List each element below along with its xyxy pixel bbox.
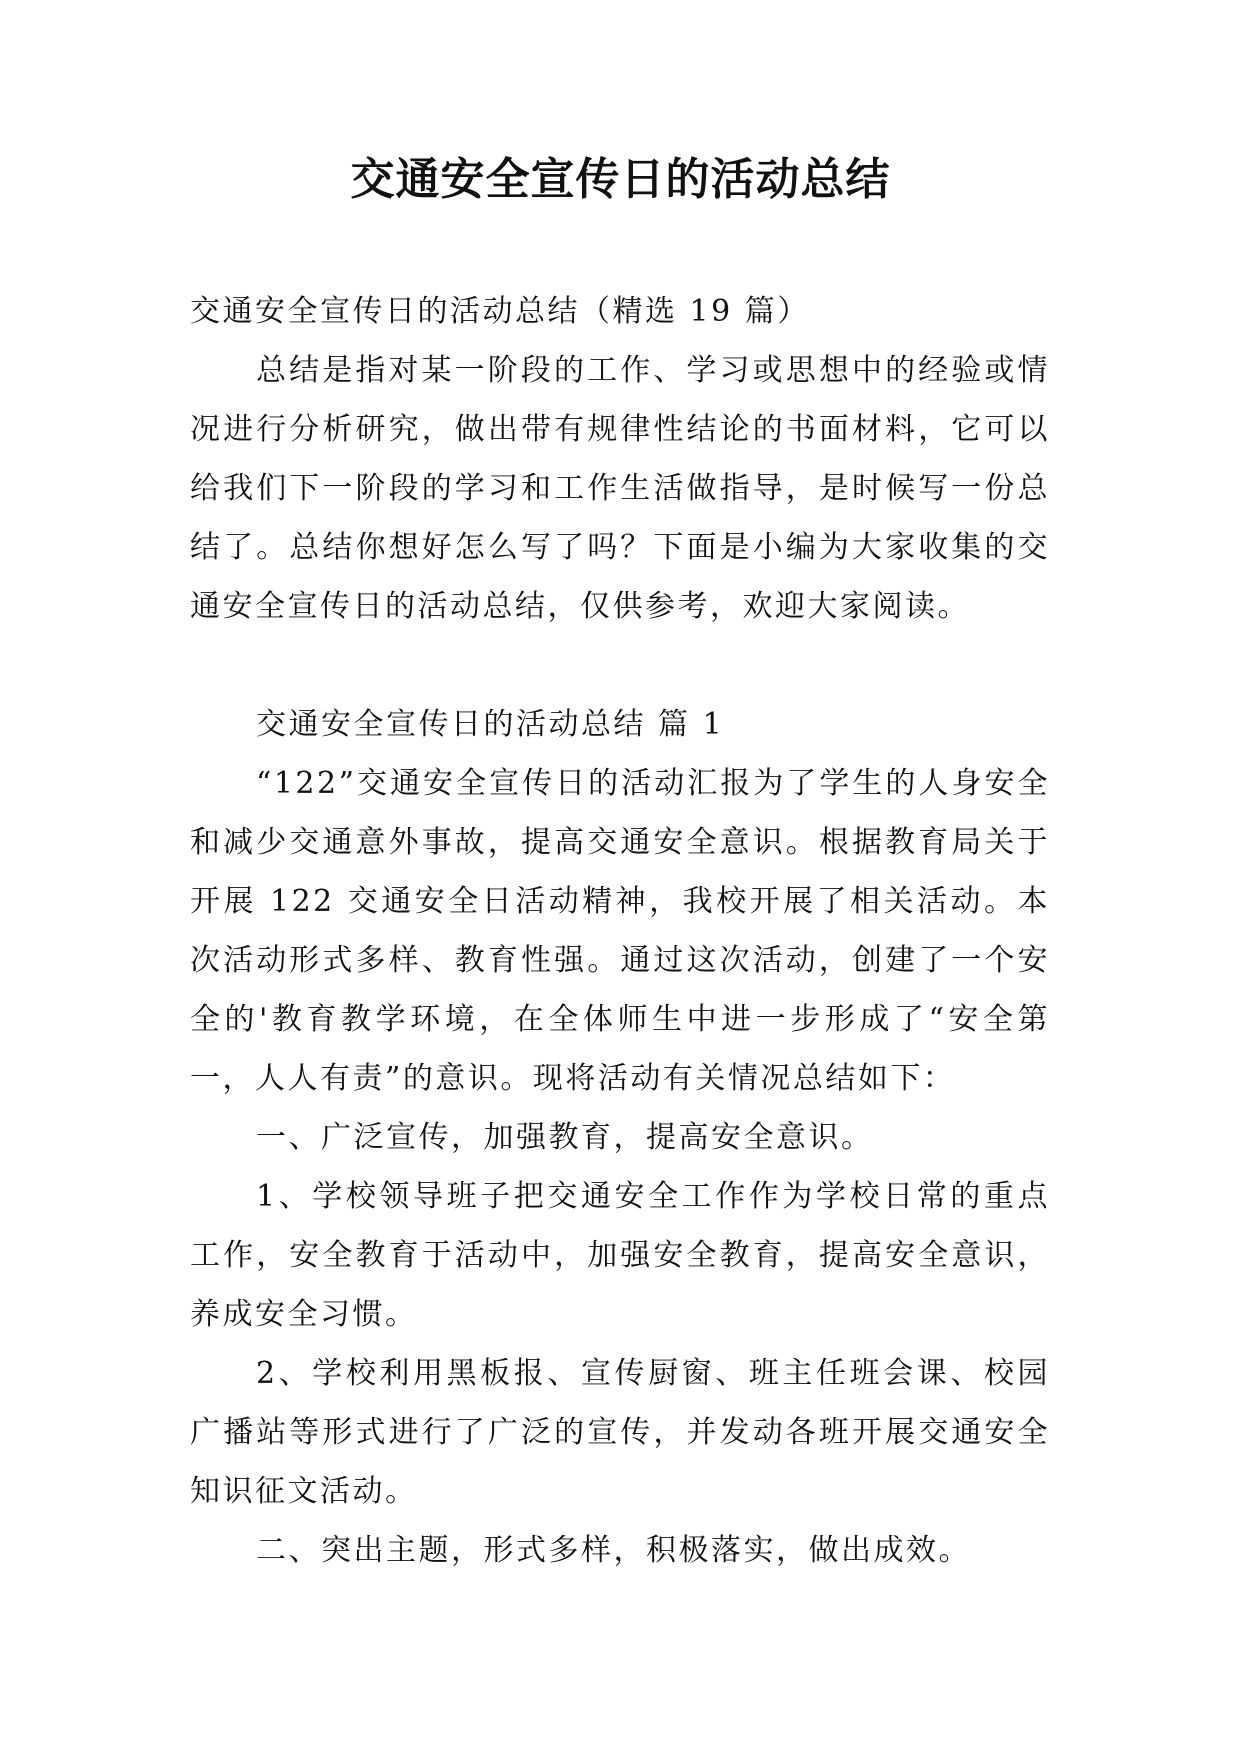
section-spacer bbox=[190, 636, 1050, 695]
body-paragraph: “122”交通安全宣传日的活动汇报为了学生的人身安全和减少交通意外事故，提高交通安全意识。根据教育局关于开展 122 交通安全日活动精神，我校开展了相关活动。本次活动形式多样、教育性强。通过这次活动，创建了一个安全的'教育教学环境，在全体师生中进一步形成了“安全第一，人人有责”的意识。现将活动有关情况总结如下： bbox=[190, 766, 1050, 1096]
body-paragraph: 二、突出主题，形式多样，积极落实，做出成效。 bbox=[256, 1533, 971, 1568]
document-title: 交通安全宣传日的活动总结 bbox=[350, 154, 891, 205]
document-body bbox=[190, 282, 1050, 1580]
body-paragraph: 2、学校利用黑板报、宣传厨窗、班主任班会课、校园广播站等形式进行了广泛的宣传，并发动各班开展交通安全知识征文活动。 bbox=[190, 1356, 1050, 1509]
body-paragraph: 1、学校领导班子把交通安全工作作为学校日常的重点工作，安全教育于活动中，加强安全教育，提高安全意识，养成安全习惯。 bbox=[190, 1179, 1050, 1332]
body-paragraph: 一、广泛宣传，加强教育，提高安全意识。 bbox=[256, 1120, 874, 1155]
intro-paragraph: 总结是指对某一阶段的工作、学习或思想中的经验或情况进行分析研究，做出带有规律性结论的书面材料，它可以给我们下一阶段的学习和工作生活做指导，是时候写一份总结了。总结你想好怎么写了吗？下面是小编为大家收集的交通安全宣传日的活动总结，仅供参考，欢迎大家阅读。 bbox=[190, 353, 1050, 624]
document-subtitle: 交通安全宣传日的活动总结（精选 19 篇） bbox=[190, 294, 810, 329]
section-heading: 交通安全宣传日的活动总结 篇 1 bbox=[256, 707, 725, 742]
